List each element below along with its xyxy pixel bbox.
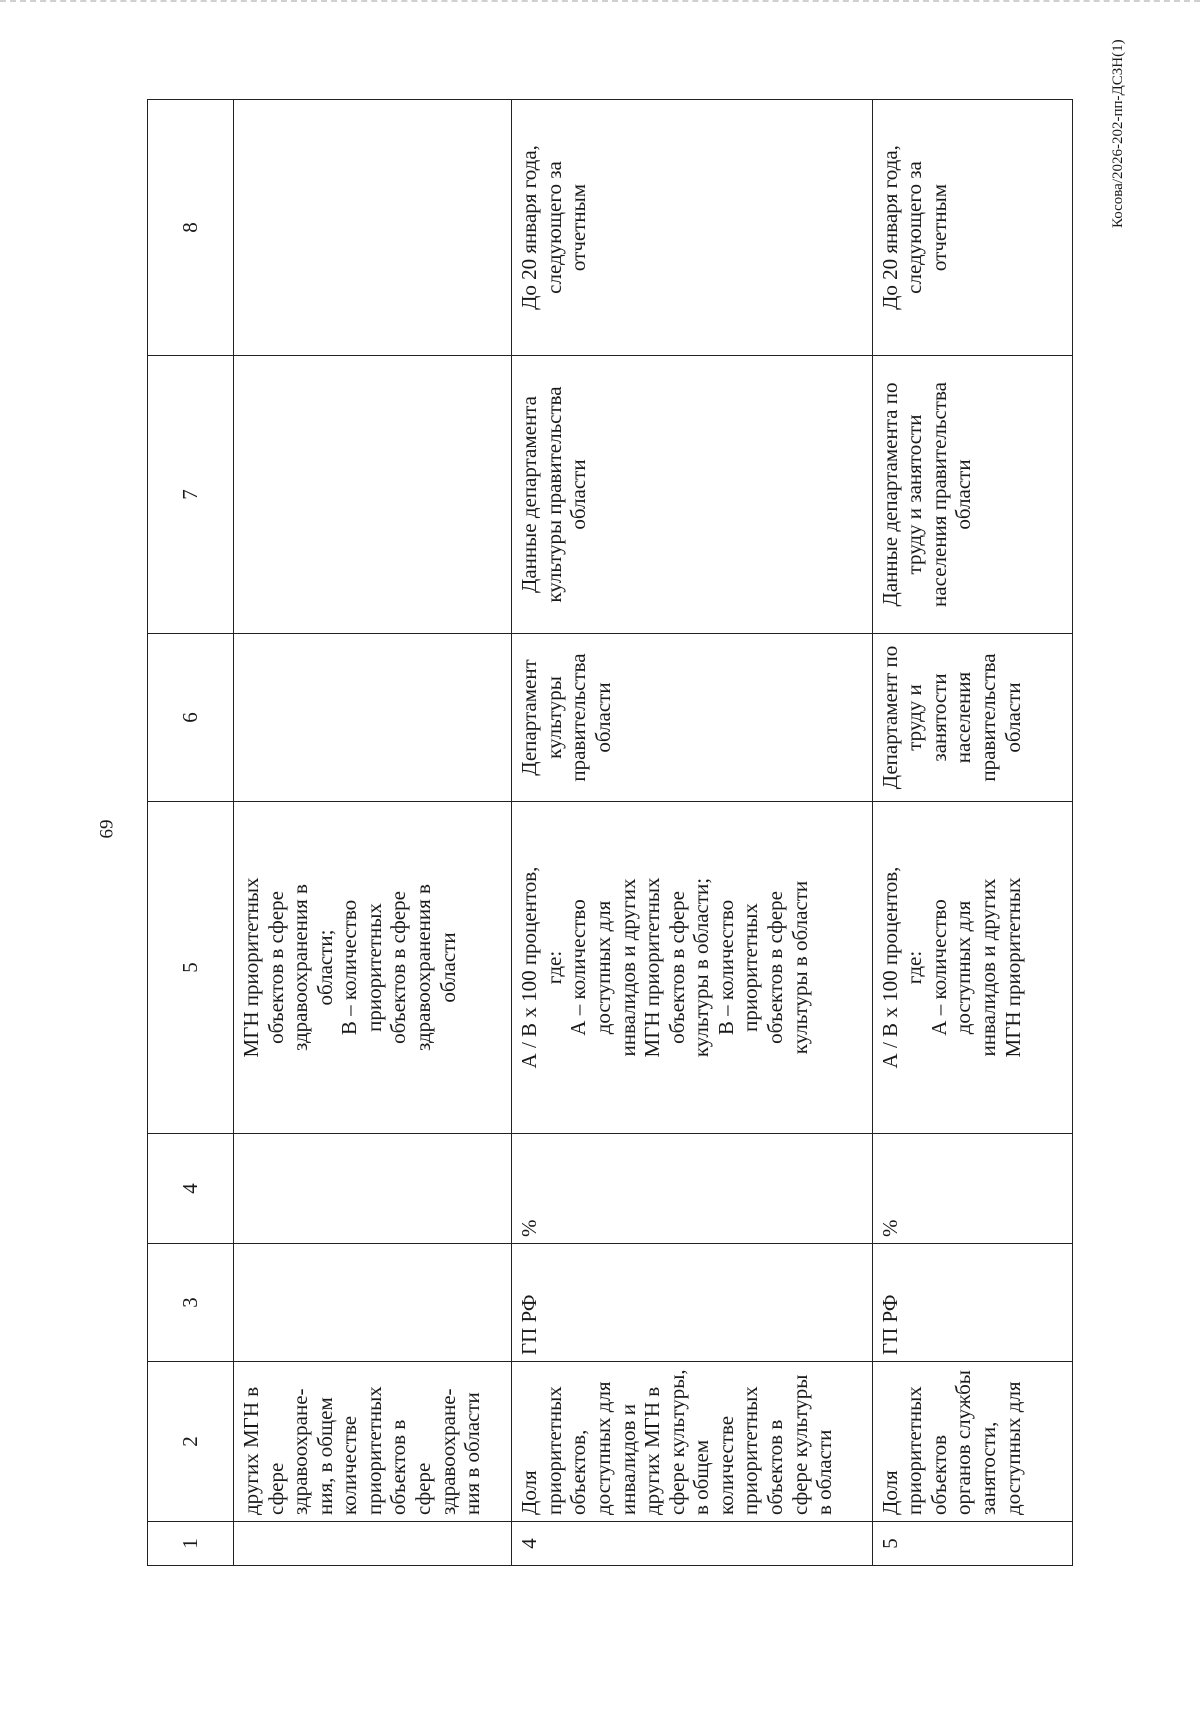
formula-cell: МГН приоритетных объектов в сфере здравоохранения в области; В – количество приоритетных объектов в сфере здравоохранения в области [234, 802, 512, 1134]
responsible-cell: Департамент по труду и занятости населения правительства области [872, 634, 1072, 802]
column-header-5: 5 [148, 802, 234, 1134]
unit-cell [234, 1134, 512, 1244]
column-header-1: 1 [148, 1522, 234, 1566]
column-header-6: 6 [148, 634, 234, 802]
row-number-cell: 5 [872, 1522, 1072, 1566]
data-source-cell: Данные департамента культуры правительства области [512, 356, 872, 634]
deadline-cell: До 20 января года, следующего за отчетным [872, 100, 1072, 356]
indicator-name-cell: Доля приоритетных объектов органов службы занятости, доступных для [872, 1362, 1072, 1522]
formula-cell: А / В х 100 процентов, где: А – количество доступных для инвалидов и других МГН приоритетных объектов в сфере культуры в области; В – количество приоритетных объектов в сфере культуры в области [512, 802, 872, 1134]
source-cell: ГП РФ [872, 1244, 1072, 1362]
row-number-cell: 4 [512, 1522, 872, 1566]
column-header-3: 3 [148, 1244, 234, 1362]
source-cell: ГП РФ [512, 1244, 872, 1362]
unit-cell: % [512, 1134, 872, 1244]
row-number-cell [234, 1522, 512, 1566]
indicator-name-cell: Доля приоритетных объектов, доступных для инвалидов и других МГН в сфере культуры, в общем количестве приоритетных объектов в сфере культуры в области [512, 1362, 872, 1522]
column-header-2: 2 [148, 1362, 234, 1522]
responsible-cell [234, 634, 512, 802]
scan-artifact-top-edge [0, 0, 1200, 8]
table-row [512, 100, 872, 1566]
indicator-name-cell: других МГН в сфере здравоохране- ния, в общем количестве приоритетных объектов в сфере здравоохране- ния в области [234, 1362, 512, 1522]
document-code-footer: Косова/2026-202-пп-ДСЗН(1) [1110, 39, 1126, 228]
table-row [234, 100, 512, 1566]
source-cell [234, 1244, 512, 1362]
data-source-cell [234, 356, 512, 634]
formula-cell: А / В х 100 процентов, где: А – количество доступных для инвалидов и других МГН приоритетных [872, 802, 1072, 1134]
deadline-cell: До 20 января года, следующего за отчетным [512, 100, 872, 356]
page-number: 69 [96, 819, 118, 839]
indicators-table-container [147, 100, 1073, 1566]
column-header-8: 8 [148, 100, 234, 356]
responsible-cell: Департамент культуры правительства области [512, 634, 872, 802]
data-source-cell: Данные департамента по труду и занятости населения правительства области [872, 356, 1072, 634]
header-row [148, 100, 234, 1566]
column-header-4: 4 [148, 1134, 234, 1244]
column-header-7: 7 [148, 356, 234, 634]
deadline-cell [234, 100, 512, 356]
unit-cell: % [872, 1134, 1072, 1244]
table-row [872, 100, 1072, 1566]
indicators-table [147, 99, 1073, 1566]
